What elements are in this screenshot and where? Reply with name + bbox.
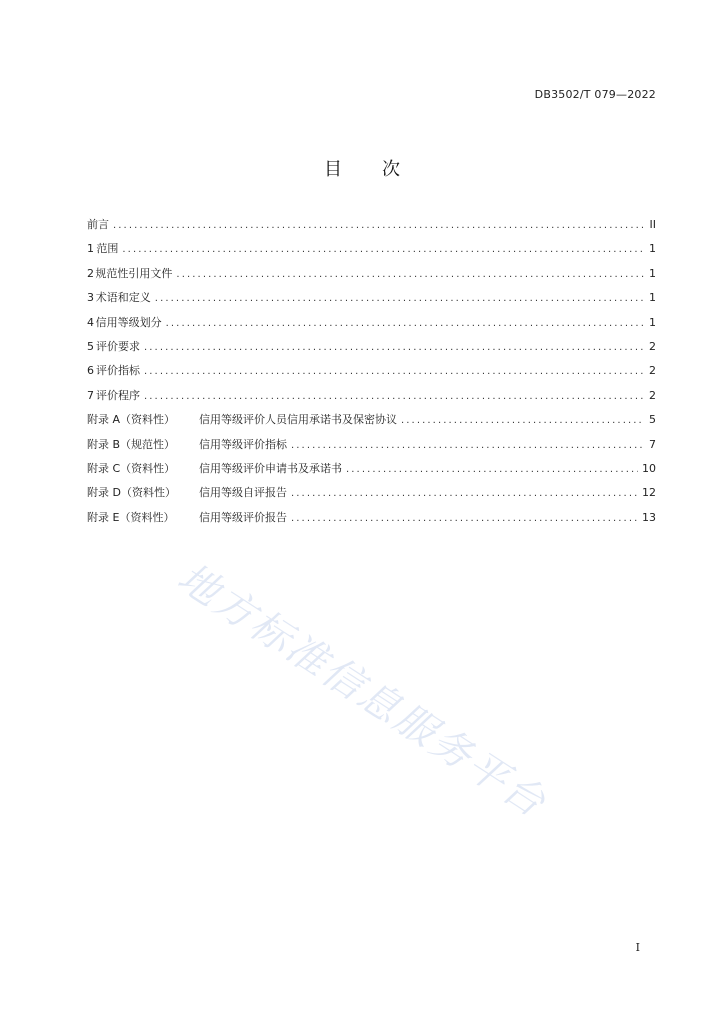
toc-entry-label: 评价要求 [96, 339, 140, 353]
toc-entry-number: 6 [87, 364, 94, 378]
toc-annex-title: 信用等级评价申请书及承诺书 [199, 461, 342, 475]
toc-annex-prefix: 附录 B（规范性） [87, 437, 176, 451]
page-title [0, 155, 724, 181]
toc-annex-prefix: 附录 D（资料性） [87, 486, 176, 500]
toc-leader-dots [122, 244, 644, 255]
title-part-1: 目 [324, 159, 342, 180]
toc-entry-annex-e[interactable] [87, 509, 656, 533]
toc-entry-evaluation-indicators[interactable] [87, 362, 656, 386]
toc-entry-page: 5 [649, 413, 656, 427]
toc-annex-title: 信用等级评价人员信用承诺书及保密协议 [199, 413, 397, 427]
toc-entry-foreword[interactable] [87, 216, 656, 240]
toc-entry-annex-c[interactable] [87, 460, 656, 484]
toc-entry-normative-references[interactable] [87, 265, 656, 289]
toc-entry-label: 术语和定义 [95, 291, 151, 305]
toc-entry-page: 1 [649, 291, 656, 305]
toc-entry-annex-b[interactable] [87, 436, 656, 460]
toc-entry-page: 7 [649, 437, 656, 451]
toc-entry-label: 评价指标 [96, 364, 140, 378]
title-part-2: 次 [382, 159, 400, 180]
toc-entry-number: 7 [87, 388, 94, 402]
toc-entry-evaluation-requirements[interactable] [87, 338, 656, 362]
toc-leader-dots [144, 366, 644, 377]
toc-entry-page: II [649, 218, 656, 231]
toc-leader-dots [176, 269, 644, 280]
toc-leader-dots [401, 415, 644, 426]
toc-entry-evaluation-procedure[interactable] [87, 387, 656, 411]
toc-annex-title: 信用等级评价报告 [199, 510, 287, 524]
toc-entry-page: 10 [642, 461, 656, 475]
toc-annex-prefix: 附录 E（资料性） [87, 510, 175, 524]
toc-entry-page: 12 [642, 486, 656, 500]
toc-entry-page: 2 [649, 339, 656, 353]
toc-leader-dots [155, 293, 644, 304]
toc-leader-dots [346, 464, 638, 475]
watermark: 地方标准信息服务平台 [169, 554, 555, 828]
toc-entry-page: 2 [649, 388, 656, 402]
toc-entry-page: 13 [642, 510, 656, 524]
toc-entry-scope[interactable] [87, 240, 656, 264]
toc-entry-page: 1 [649, 266, 656, 280]
toc-annex-prefix: 附录 A（资料性） [87, 413, 176, 427]
toc-entry-label: 规范性引用文件 [95, 266, 173, 280]
toc-annex-prefix: 附录 C（资料性） [87, 461, 176, 475]
toc-entry-label: 评价程序 [96, 388, 140, 402]
toc-leader-dots [113, 220, 644, 231]
toc-entry-credit-grades[interactable] [87, 314, 656, 338]
toc-entry-number: 5 [87, 339, 94, 353]
toc-entry-page: 1 [649, 315, 656, 329]
toc-leader-dots [144, 391, 644, 402]
toc-entry-label: 信用等级划分 [95, 315, 162, 329]
table-of-contents [87, 216, 656, 533]
toc-entry-label: 前言 [87, 218, 109, 231]
toc-entry-number: 1 [87, 242, 94, 256]
toc-entry-label: 范围 [96, 242, 119, 256]
page-number: I [635, 941, 640, 954]
toc-entry-number: 4 [87, 315, 94, 329]
toc-leader-dots [291, 488, 638, 499]
toc-leader-dots [144, 342, 644, 353]
toc-entry-page: 1 [649, 242, 656, 256]
toc-annex-title: 信用等级自评报告 [199, 486, 287, 500]
toc-entry-terms-definitions[interactable] [87, 289, 656, 313]
toc-leader-dots [291, 440, 644, 451]
toc-entry-page: 2 [649, 364, 656, 378]
toc-entry-number: 3 [87, 291, 94, 305]
toc-entry-annex-a[interactable] [87, 411, 656, 435]
toc-entry-annex-d[interactable] [87, 484, 656, 508]
toc-entry-number: 2 [87, 266, 94, 280]
document-code: DB3502/T 079—2022 [534, 88, 656, 101]
toc-annex-title: 信用等级评价指标 [199, 437, 287, 451]
toc-leader-dots [166, 318, 644, 329]
toc-leader-dots [291, 513, 638, 524]
